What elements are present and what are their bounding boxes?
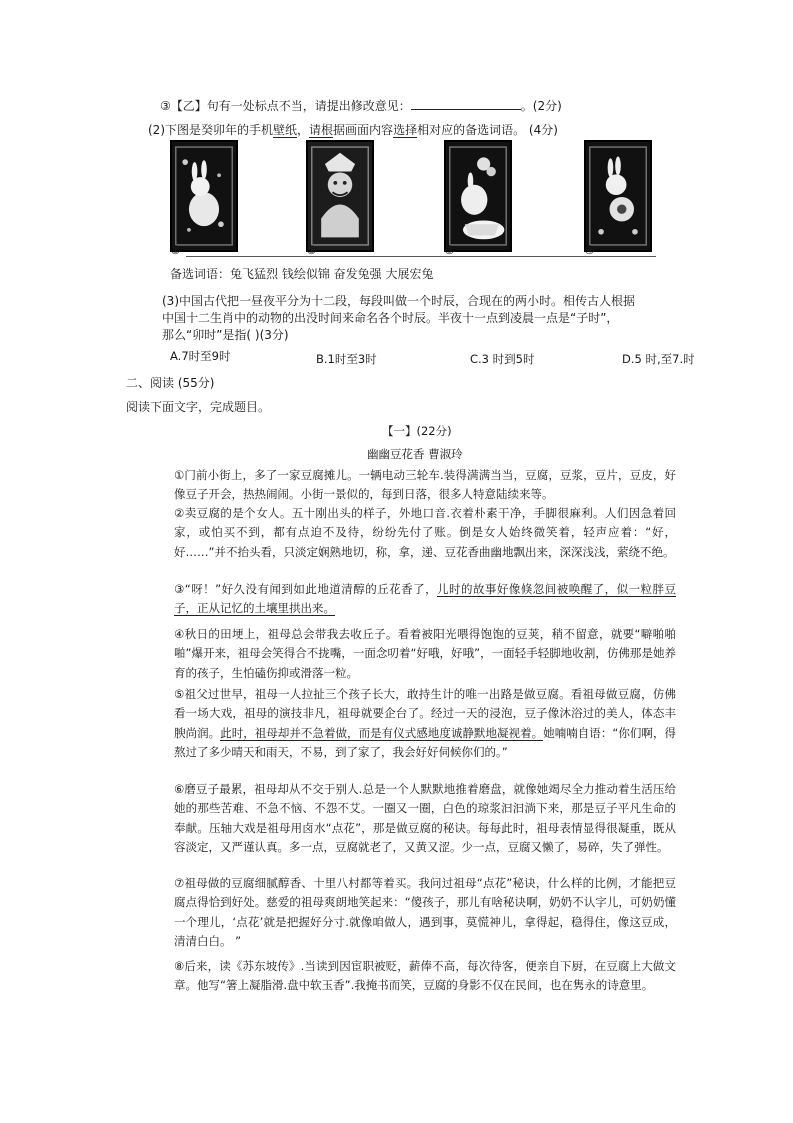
wallpaper-image-4	[584, 140, 652, 252]
q2-text-c: 据画面内容	[333, 123, 394, 137]
answer-blank[interactable]	[411, 97, 521, 110]
part-label: 【一】(22分)	[382, 424, 452, 438]
article-title: 幽幽豆花香 曹淑玲	[367, 447, 463, 461]
q2-text-a: (2)下图是癸卯年的手机	[148, 123, 273, 137]
option-b[interactable]: B.1时至3时	[316, 352, 377, 366]
q2-underline-1: 壁纸	[273, 123, 298, 137]
paragraph-5-text-b: 她喃喃自语：“你们啊，得熬过了多少晴天和雨天，不易，到了家了，我会好好伺候你们的。”	[174, 725, 677, 760]
question-3-text: ③【乙】句有一处标点不当，请提出修改意见：	[160, 99, 411, 113]
paragraph-3	[174, 580, 676, 619]
picture-label-4: ④	[584, 243, 595, 257]
question-3-line-3: 那么“卯时”是指( )(3分)	[162, 328, 289, 342]
picture-baseline	[186, 256, 656, 257]
q2-underline-2: 请根	[309, 123, 334, 137]
paragraph-4: ④秋日的田埂上，祖母总会带我去收丘子。看着被阳光喂得饱饱的豆荚，稍不留意，就要“噼啪啪啪”爆开来，祖母会笑得合不拢嘴，一面念叨着“好哦，好哦”，一面轻手轻脚地收割，仿佛那是她养育的孩子，生怕磕伤抑或滑落一粒。	[174, 627, 676, 680]
wallpaper-image-3	[444, 140, 512, 252]
picture-label-2: ②	[306, 243, 317, 257]
option-c[interactable]: C.3 时到5时	[470, 352, 535, 366]
paragraph-3-underlined: 儿时的故事好像倏忽间被唤醒了，似一粒胖豆子，正从记忆的土壤里拱出来。	[174, 582, 676, 616]
q2-underline-3: 选择	[393, 123, 418, 137]
q2-text-d: 相对应的备选词语。 (4分)	[417, 123, 558, 137]
word-bank: 备选词语：兔飞猛烈 钱绘似锦 奋发兔强 大展宏兔	[170, 267, 434, 281]
paragraph-8: ⑧后来，读《苏东坡传》.当读到因宦职被贬，薪俸不高，每次待客，便亲自下厨，在豆腐上大做文章。他写“箸上凝脂滑.盘中软玉香”.我掩书而笑，豆腐的身影不仅在民间，也在隽永的诗意里。	[174, 959, 676, 993]
paragraph-2: ②卖豆腐的是个女人。五十刚出头的样子，外地口音.衣着朴素干净，手脚很麻利。人们因急着回家，或怕买不到，都有点迫不及待，纷纷先付了账。倒是女人始终微笑着，轻声应着：“好，好……”并不抬头看，只淡定娴熟地切，称，拿，递、豆花香曲幽地飘出来，深深浅浅，萦绕不绝。	[174, 506, 676, 559]
rabbit-icon	[172, 142, 236, 250]
paragraph-3-text: ③“呀！”好久没有闻到如此地道清醇的丘花香了，	[174, 582, 438, 596]
question-3-line	[160, 97, 562, 114]
paragraph-5-text-a: ⑤祖父过世早，祖母一人拉扯三个孩子长大，敢持生计的唯一出路是做豆腐。看祖母做豆腐，仿佛看一场大戏，祖母的演技非凡，祖母就要企台了。经过一天的浸泡，豆子像沐浴过的美人，体态丰腴尚润。	[174, 687, 676, 740]
picture-label-1: ①	[170, 243, 181, 257]
paragraph-1: ①门前小街上，多了一家豆腐摊儿。一辆电动三轮车.装得满满当当，豆腐，豆浆，豆片，豆皮，好像豆子开会，热热闹闹。小街一景似的，每到日落，很多人特意陆续来等。	[174, 468, 676, 502]
paragraph-6: ⑥磨豆子最累，祖母却从不交于别人.总是一个人默默地推着磨盘，就像她竭尽全力推动着生活压给她的那些苦难、不急不恼、不怨不艾。一圈又一圈，白色的琼浆汩汩淌下来，那是豆子平凡生命的奉献。压轴大戏是祖母用卤水“点花”，那是做豆腐的秘诀。每每此时，祖母表情显得很凝重，既从容淡定，又严谨认真。多一点，豆腐就老了，又黄又涩。少一点，豆腐又懒了，易碎，失了弹性。	[174, 782, 676, 855]
question-3-score: 。(2分)	[520, 99, 562, 113]
paragraph-5	[174, 685, 676, 763]
paragraph-5-underlined: 此时，祖母却并不急着做，而是有仪式感地度诚静默地凝视着。	[220, 725, 544, 740]
q2-text-b: ，	[297, 123, 310, 137]
option-d[interactable]: D.5 时,至7.时	[622, 352, 695, 366]
section-heading: 二、阅读 (55分)	[126, 376, 215, 390]
question-2-prompt	[148, 121, 558, 138]
picture-label-3: ③	[444, 243, 455, 257]
option-a[interactable]: A.7时至9时	[170, 349, 231, 363]
question-3-line-2: 中国十二生肖中的动物的出没时间来命名各个时辰。半夜十一点到凌晨一点是“子时”，	[162, 311, 619, 325]
wallpaper-image-1	[170, 140, 238, 252]
rabbit-coin-icon	[586, 142, 650, 250]
reading-instruction: 阅读下面文字，完成题目。	[126, 400, 271, 414]
paragraph-7: ⑦祖母做的豆腐细腻醇香、十里八村都等着买。我问过祖母“点花”秘诀，什么样的比例，才能把豆腐点得恰到好处。慈爱的祖母爽朗地笑起来：“傻孩子，那儿有啥秘诀啊，奶奶不认字儿，可奶奶懂一个理儿，‘点花’就是把握好分寸.就像咱做人，遇到事，莫慌神儿，拿得起，稳得住，像这豆成，清清白白。 ”	[174, 876, 676, 949]
rabbit-money-icon	[446, 142, 510, 250]
wallpaper-image-2	[306, 140, 374, 252]
question-3-line-1: (3)中国古代把一昼夜平分为十二段，每段叫做一个时辰，合现在的两小时。相传古人根据	[162, 294, 636, 308]
deity-icon	[308, 142, 372, 250]
